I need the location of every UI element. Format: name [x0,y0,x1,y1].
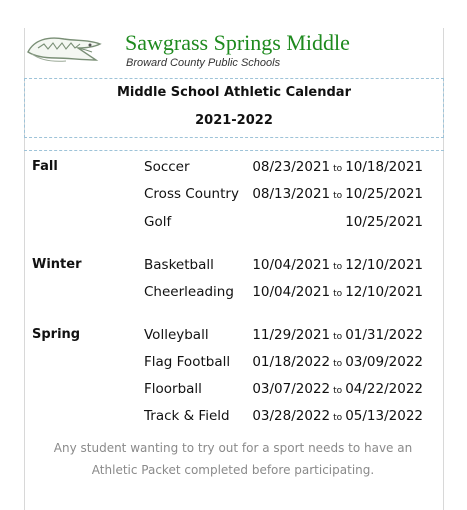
to-separator: to [333,332,343,342]
schedule-row [0,381,467,403]
season-label: Fall [32,159,58,174]
sport-name: Cross Country [144,186,239,202]
to-separator: to [333,191,343,201]
start-date: 03/28/2022 [252,408,331,424]
to-separator: to [333,359,343,369]
date-range [252,354,423,370]
start-date: 11/29/2021 [252,327,331,343]
end-date: 05/13/2022 [345,408,423,424]
to-separator: to [333,413,343,423]
schedule-row [0,354,467,376]
start-date: 08/23/2021 [252,159,331,175]
sport-name: Cheerleading [144,284,234,300]
to-separator: to [333,289,343,299]
sport-name: Floorball [144,381,202,397]
end-date: 12/10/2021 [345,257,423,273]
end-date: 10/25/2021 [345,186,423,202]
to-separator: to [333,262,343,272]
page-header [24,28,444,78]
season-label: Winter [32,257,82,272]
to-separator: to [333,164,343,174]
end-date: 10/18/2021 [345,159,423,175]
date-range [252,408,423,424]
schedule-row [0,214,467,236]
calendar-title-box [24,78,444,138]
sport-name: Basketball [144,257,214,273]
sport-name: Golf [144,214,172,230]
sport-name: Soccer [144,159,190,175]
schedule-row [0,284,467,306]
date-range [252,381,423,397]
school-name: Sawgrass Springs Middle [125,30,350,55]
start-date: 10/04/2021 [252,257,331,273]
schedule-row [0,159,467,181]
schedule-row [0,408,467,430]
schedule-row [0,186,467,208]
date-range [252,186,423,202]
calendar-title: Middle School Athletic Calendar [116,85,351,100]
sport-name: Volleyball [144,327,209,343]
divider [24,150,444,151]
start-date: 10/04/2021 [252,284,331,300]
to-separator: to [333,386,343,396]
end-date: 10/25/2021 [345,214,423,230]
schedule-row [0,327,467,349]
schedule-row [0,257,467,279]
calendar-year: 2021-2022 [195,113,273,128]
end-date: 12/10/2021 [345,284,423,300]
date-range [252,327,423,343]
date-range [252,284,423,300]
end-date: 03/09/2022 [345,354,423,370]
packet-note: Any student wanting to try out for a sport needs to have an Athletic Packet completed before participating. [53,441,413,477]
end-date: 01/31/2022 [345,327,423,343]
sport-name: Flag Football [144,354,231,370]
end-date: 04/22/2022 [345,381,423,397]
sport-name: Track & Field [144,408,230,424]
start-date: 08/13/2021 [252,186,331,202]
date-range [252,159,423,175]
season-label: Spring [32,327,81,342]
start-date: 01/18/2022 [252,354,331,370]
alligator-logo-icon [26,30,102,68]
date-range [345,214,423,230]
start-date: 03/07/2022 [252,381,331,397]
date-range [252,257,423,273]
district-name: Broward County Public Schools [126,57,281,69]
